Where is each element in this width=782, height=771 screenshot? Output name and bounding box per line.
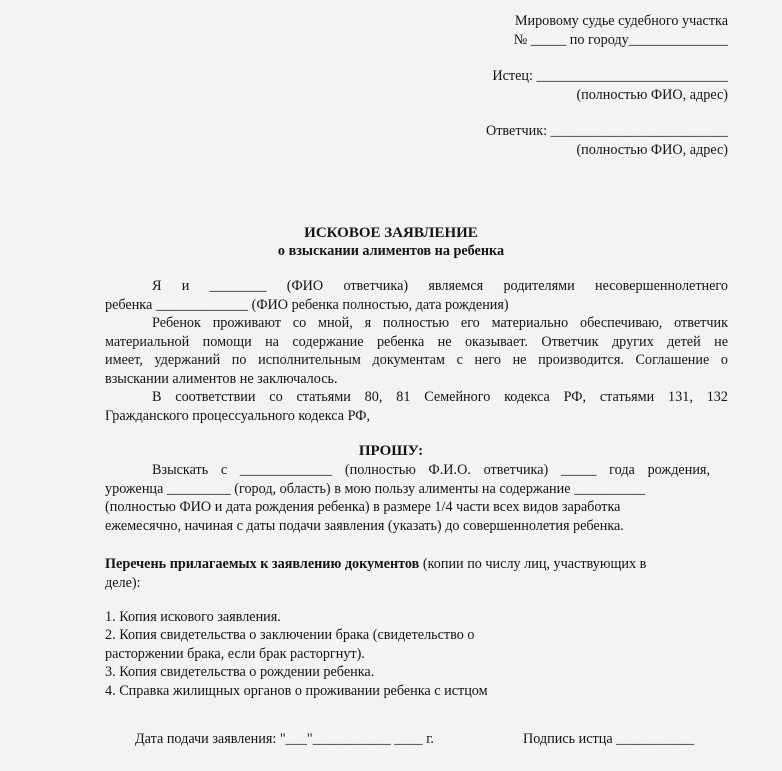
attachments-heading-bold: Перечень прилагаемых к заявлению документов: [105, 556, 420, 572]
defendant-field: Ответчик: _________________________: [485, 123, 728, 139]
body-line: взыскании алиментов не заключалось.: [105, 371, 338, 387]
filing-date: Дата подачи заявления: "___"___________ ____ г.: [135, 731, 434, 747]
attachment-item: 4. Справка жилищных органов о проживании ребенка с истцом: [105, 683, 488, 699]
body-line: Гражданского процессуального кодекса РФ,: [105, 408, 371, 424]
plaintiff-signature: Подпись истца ___________: [523, 731, 695, 747]
body-line: В соответствии со статьями 80, 81 Семейного кодекса РФ, статьями 131, 132: [152, 389, 728, 405]
document-title: ИСКОВОЕ ЗАЯВЛЕНИЕ: [304, 225, 478, 241]
attachments-heading-line2: деле):: [105, 575, 141, 591]
body-line: Я и ________ (ФИО ответчика) являемся родителями несовершеннолетнего: [152, 278, 728, 294]
body-line: материальной помощи на содержание ребенка не оказывает. Ответчик других детей не: [105, 334, 728, 350]
request-line: (полностью ФИО и дата рождения ребенка) в размере 1/4 части всех видов заработка: [105, 499, 621, 515]
defendant-hint: (полностью ФИО, адрес): [576, 142, 728, 158]
attachment-item: расторжении брака, если брак расторгнут).: [105, 646, 365, 662]
body-line: ребенка _____________ (ФИО ребенка полностью, дата рождения): [105, 297, 509, 313]
request-line: ежемесячно, начиная с даты подачи заявления (указать) до совершеннолетия ребенка.: [105, 518, 624, 534]
attachment-item: 1. Копия искового заявления.: [105, 609, 281, 625]
request-heading: ПРОШУ:: [358, 443, 424, 459]
plaintiff-field: Истец: ___________________________: [492, 68, 728, 84]
attachment-item: 3. Копия свидетельства о рождении ребенка.: [105, 664, 375, 680]
body-line: Ребенок проживают со мной, я полностью его материально обеспечиваю, ответчик: [152, 315, 728, 331]
document-subtitle: о взыскании алиментов на ребенка: [277, 243, 505, 259]
request-line: уроженца _________ (город, область) в мою пользу алименты на содержание __________: [105, 481, 646, 497]
attachments-heading-rest: (копии по числу лиц, участвующих в: [419, 556, 647, 572]
attachments-heading: [105, 555, 716, 573]
request-line: Взыскать с _____________ (полностью Ф.И.О. ответчика) _____ года рождения,: [152, 462, 710, 478]
body-line: имеет, удержаний по исполнительным документам с него не производится. Соглашение о: [105, 352, 728, 368]
court-line-2: № _____ по городу______________: [513, 32, 728, 48]
plaintiff-hint: (полностью ФИО, адрес): [576, 87, 728, 103]
attachment-item: 2. Копия свидетельства о заключении брака (свидетельство о: [105, 627, 475, 643]
court-line-1: Мировому судье судебного участка: [514, 13, 728, 29]
